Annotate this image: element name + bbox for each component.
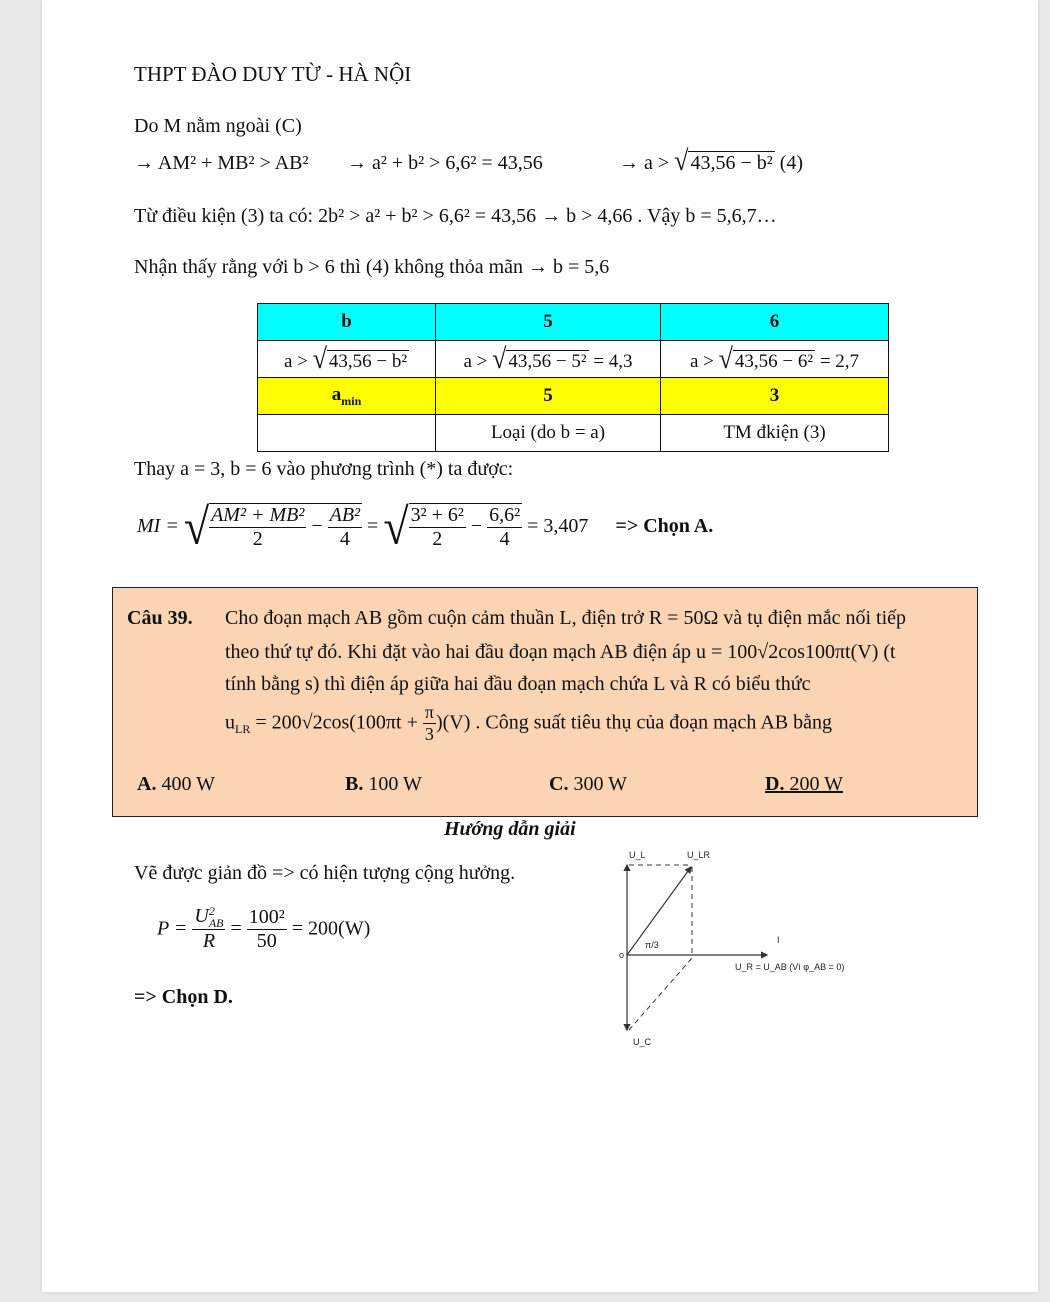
solution-line-2c [619,146,803,176]
option-text: 400 W [161,773,215,795]
school-header: THPT ĐÀO DUY TỪ - HÀ NỘI [134,62,412,86]
question-line-1: Cho đoạn mạch AB gồm cuộn cảm thuần L, điện trở R = 50Ω và tụ điện mắc nối tiếp [225,607,907,629]
table-cell: Loại (do b = a) [436,415,661,452]
cell-rhs: = 4,3 [593,351,633,372]
sqrt-icon: √ [383,498,409,555]
equation-tag: (4) [779,152,804,174]
cell-rhs: = 2,7 [819,351,860,372]
option-key: A. [137,773,157,795]
question-label: Câu 39. [127,607,193,629]
fraction-numerator: 100² [248,905,285,928]
solution-line-1: Do M nằm ngoài (C) [134,115,302,137]
fraction-denominator: 4 [339,527,350,550]
fraction-denominator: 50 [256,929,277,952]
table-cell: b [258,304,436,341]
fraction-numerator: AM² + MB² [211,503,305,526]
inequality-lhs: → a > [619,152,670,174]
fraction-numerator: π [424,702,434,722]
table-cell: TM đkiện (3) [661,415,889,452]
uc-label: U_C [633,1037,652,1047]
ur-uab-label: U_R = U_AB (Vì φ_AB = 0) [735,962,845,972]
cell-radicand: 43,56 − 5² [508,351,587,372]
u-subscript: LR [235,721,251,736]
mi-label: MI = [137,515,179,537]
option-text: 100 W [368,773,422,795]
fraction-denominator: R [202,930,216,953]
power-result: = 200(W) [291,917,371,940]
fraction-numerator: AB² [329,503,361,526]
table-cell [258,415,436,452]
option-key: B. [345,773,364,795]
phasor-diagram [607,840,845,1055]
fraction-denominator: 2 [432,527,443,550]
sqrt-icon: √ [183,498,210,555]
guide-title: Hướng dẫn giải [444,818,576,840]
question-line-4 [225,702,832,744]
fraction-denominator: 3 [424,723,434,744]
document-page [42,0,1038,1292]
dashed-line [629,958,692,1030]
question-box [112,587,978,817]
cell-lhs: a > [463,351,488,372]
ulr-label: U_LR [687,850,711,860]
solution-line-2a: → AM² + MB² > AB² [134,152,309,174]
option-text: 200 W [789,773,843,795]
solution-line-4: Nhận thấy rằng với b > 6 thì (4) không thỏa mãn → b = 5,6 [134,256,610,278]
substitution-line: Thay a = 3, b = 6 vào phương trình (*) ta được: [134,458,514,480]
angle-label: π/3 [645,940,659,950]
u-sup: 2 [208,904,215,919]
ul-label: U_L [629,850,646,860]
option-a[interactable] [137,773,215,796]
option-b[interactable] [345,773,422,796]
u-sub: AB [208,916,224,931]
table-cell [661,341,889,378]
u-symbol: u [225,711,235,734]
i-label: I [777,935,780,945]
power-formula: P = U 2 AB R = $\frac{\text{100²}}{50}$ = 200(W) [157,904,371,953]
option-key: D. [765,773,785,795]
table-cell: 6 [661,304,889,341]
amin-base: a [331,383,342,405]
question-line-2: theo thứ tự đó. Khi đặt vào hai đầu đoạn mạch AB điện áp u = 100√2cos100πt(V) (t [225,641,896,663]
option-text: 300 W [573,773,627,795]
mi-result: = 3,407 [527,515,589,537]
option-key: C. [549,773,569,795]
minus-sign: − [470,514,483,537]
sqrt-icon: √ [312,342,327,375]
question-line-3: tính bằng s) thì điện áp giữa hai đầu đoạn mạch chứa L và R có biểu thức [225,673,811,695]
option-d[interactable] [765,773,843,796]
table-cell: 5 [436,378,661,415]
amin-sub: min [341,393,362,408]
table-cell [258,378,436,415]
solution-line-2b: → a² + b² > 6,6² = 43,56 [347,152,543,174]
expression-part: )(V) . Công suất tiêu thụ của đoạn mạch AB bằng [435,711,832,734]
guide-line-1: Vẽ được giản đồ => có hiện tượng cộng hưởng. [134,862,516,884]
sqrt-icon: √ [492,342,507,375]
sqrt-icon: √ [674,144,689,177]
ulr-vector [627,867,691,955]
fraction-numerator: 3² + 6² [410,503,464,526]
fraction-denominator: 2 [252,527,263,550]
guide-answer: => Chọn D. [134,986,233,1008]
mi-formula [137,500,713,553]
cell-lhs: a > [689,351,714,372]
table-cell: 3 [661,378,889,415]
option-c[interactable] [549,773,627,796]
fraction-denominator: 4 [499,527,510,550]
equals-sign: = [367,515,379,537]
answer-choice: => Chọn A. [615,515,714,537]
minus-sign: − [311,514,323,537]
origin-label: o [619,950,625,960]
fraction-numerator: 6,6² [489,503,521,526]
table-cell [258,341,436,378]
cell-radicand: 43,56 − b² [328,351,408,372]
expression-part: = 200√2cos(100πt + [250,711,423,734]
solution-line-3: Từ điều kiện (3) ta có: 2b² > a² + b² > 6,6² = 43,56 → b > 4,66 . Vậy b = 5,6,7… [134,205,777,227]
u-base: U [194,905,209,927]
cell-lhs: a > [283,351,308,372]
sqrt-icon: √ [718,342,733,375]
value-table [257,303,889,452]
cell-radicand: 43,56 − 6² [734,351,814,372]
radicand: 43,56 − b² [690,152,773,174]
p-label: P = [157,917,188,940]
table-cell: 5 [436,304,661,341]
table-cell [436,341,661,378]
